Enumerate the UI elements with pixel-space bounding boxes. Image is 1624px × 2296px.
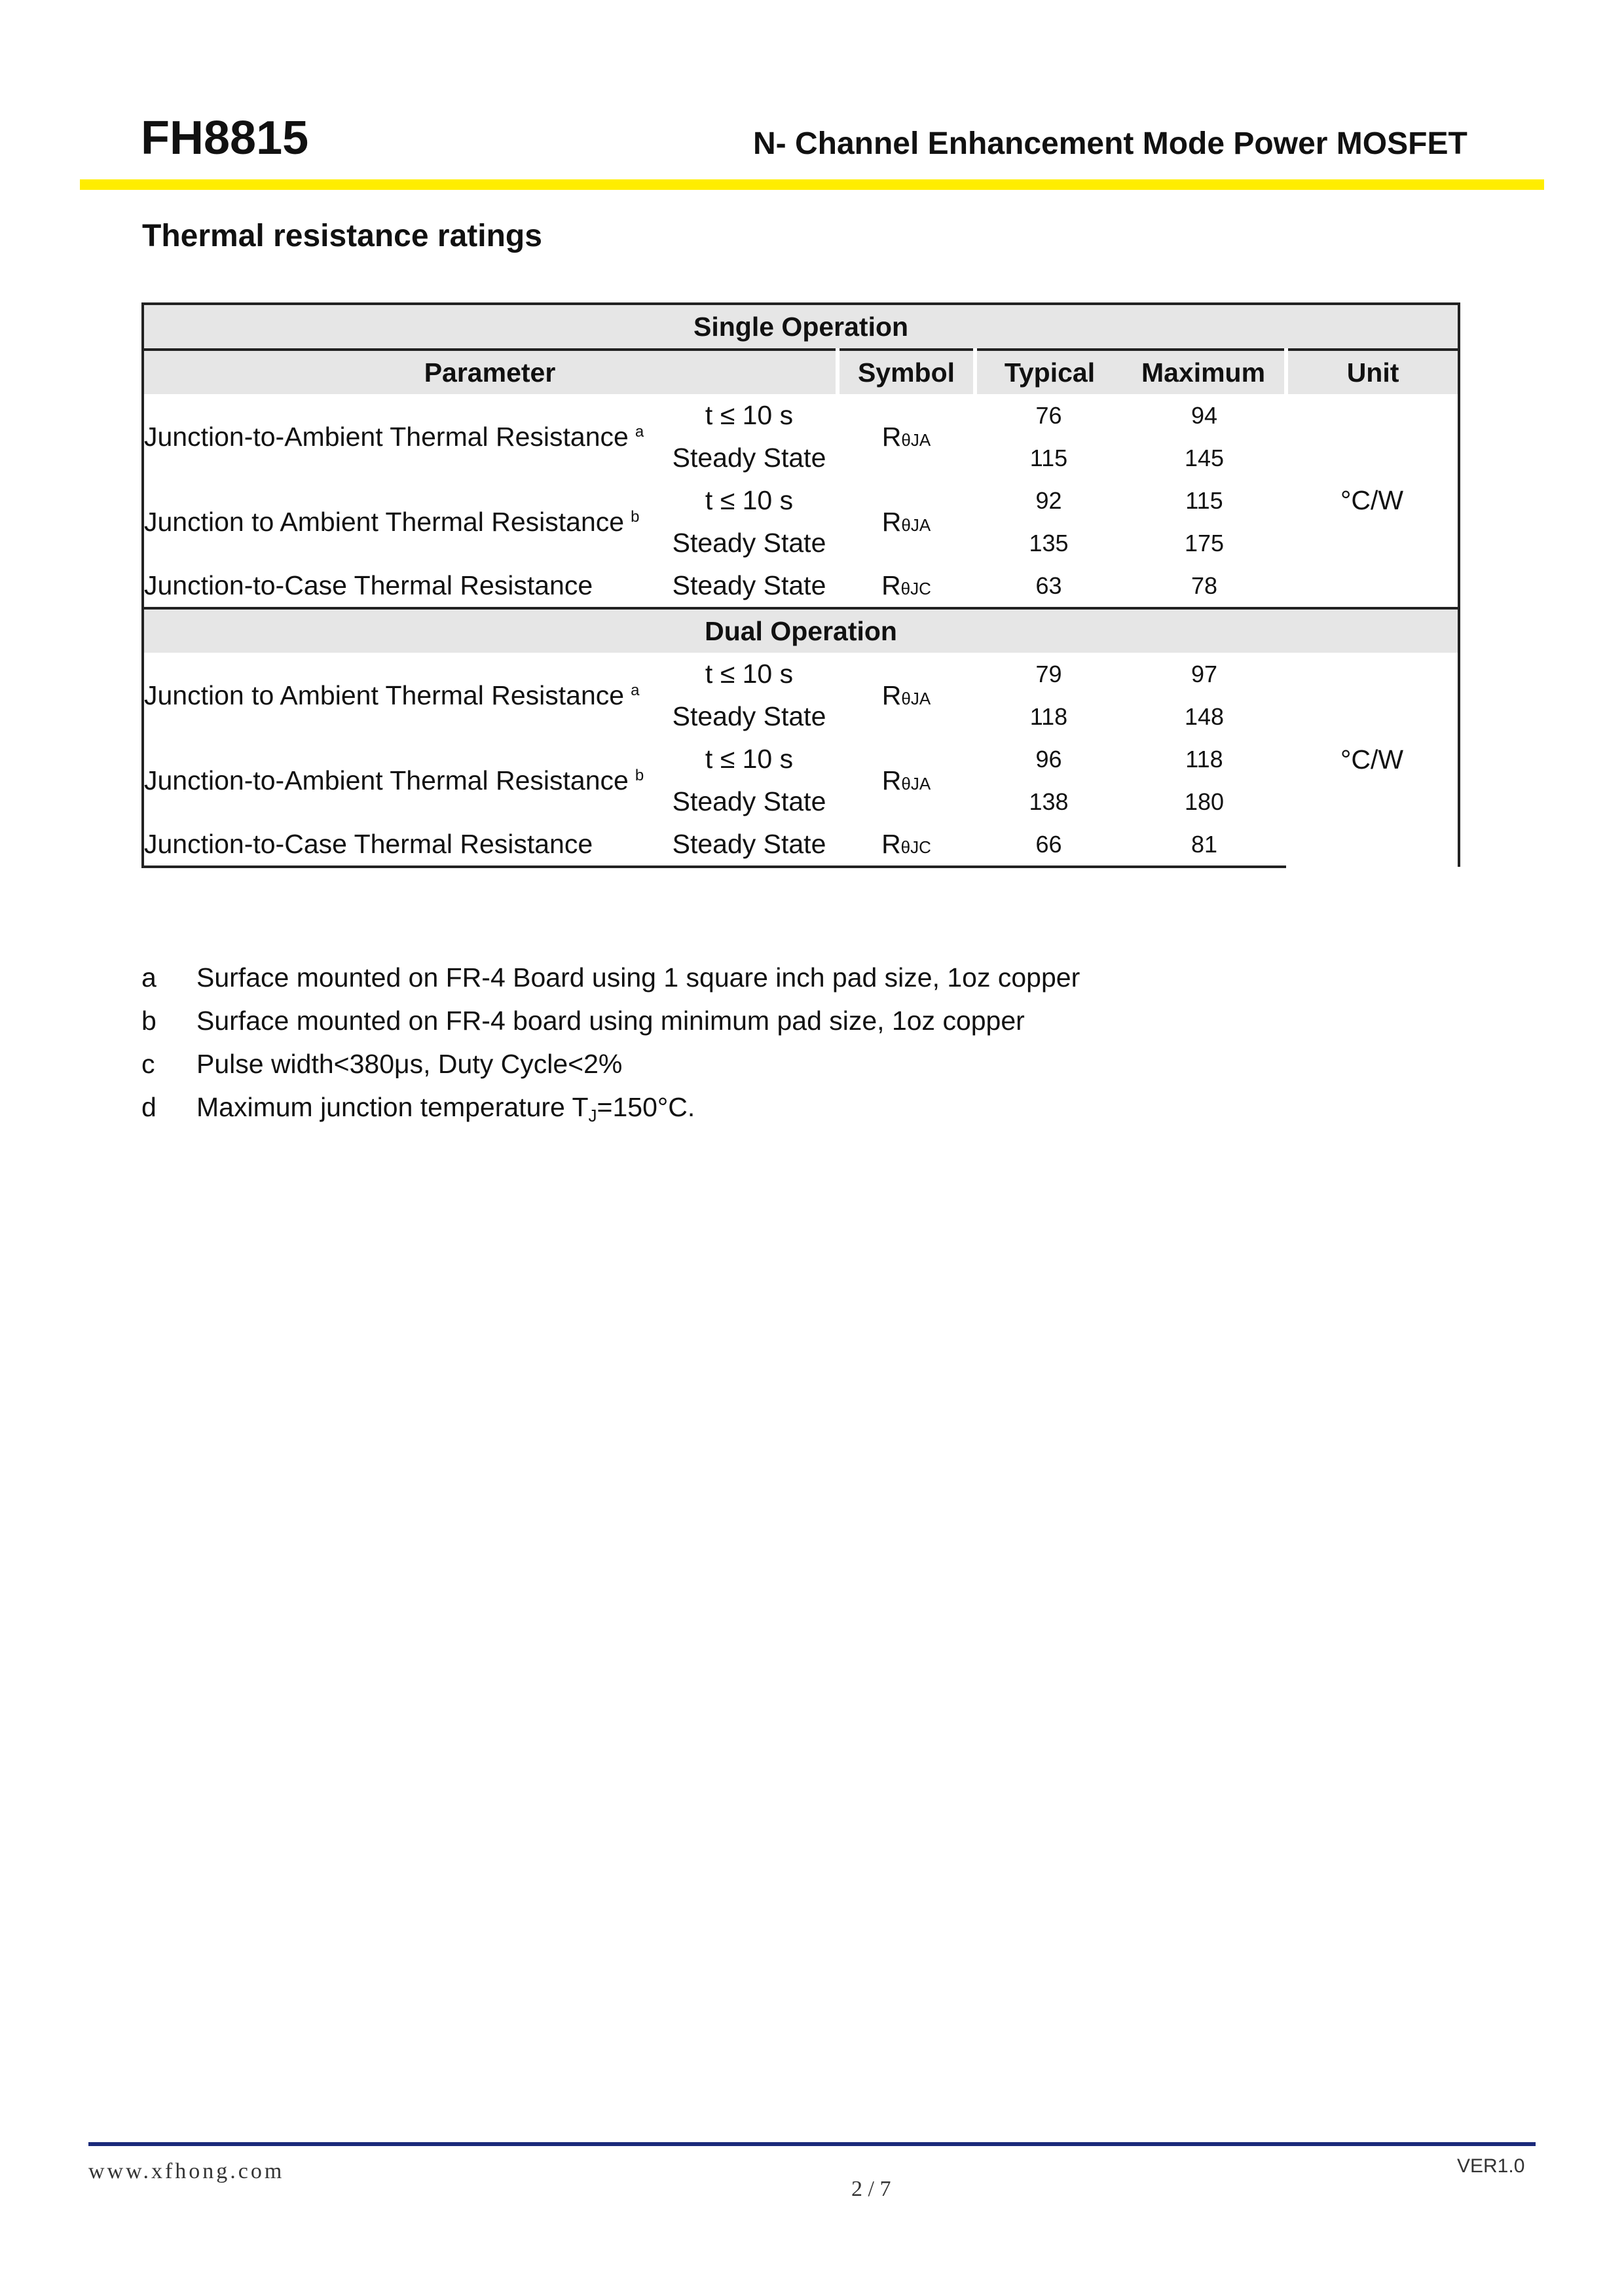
parameter-cell xyxy=(143,479,661,564)
footnote-ref: a xyxy=(631,681,640,699)
condition-cell: Steady State xyxy=(672,786,826,816)
single-operation-band: Single Operation xyxy=(143,304,1459,350)
symbol-cell xyxy=(838,479,975,564)
footer-rule xyxy=(88,2142,1536,2146)
unit-cell: °C/W xyxy=(1286,653,1459,867)
parameter-cell xyxy=(143,823,661,867)
dual-operation-rows xyxy=(143,653,1459,867)
footnote-text xyxy=(196,1006,1025,1036)
condition-cell: t ≤ 10 s xyxy=(705,400,794,430)
footnote-ref: a xyxy=(635,422,644,441)
typical-value: 79 xyxy=(1035,660,1062,687)
header-rule xyxy=(80,179,1544,190)
condition-cell: t ≤ 10 s xyxy=(705,485,794,515)
footnote-text-after: =150°C. xyxy=(597,1092,695,1122)
col-header-maximum: Maximum xyxy=(1122,350,1286,394)
parameter-cell xyxy=(143,564,661,608)
thermal-resistance-table xyxy=(141,302,1458,881)
footnote-text-main: Maximum junction temperature T xyxy=(196,1092,589,1122)
symbol-subscript: θJA xyxy=(901,515,931,535)
typical-value: 118 xyxy=(1029,702,1068,730)
maximum-value: 78 xyxy=(1190,572,1218,599)
condition-cell: Steady State xyxy=(672,570,826,600)
symbol-cell xyxy=(838,738,975,823)
col-header-unit: Unit xyxy=(1286,350,1459,394)
table-row xyxy=(143,564,1459,608)
maximum-value: 118 xyxy=(1185,745,1223,773)
footnote-key: b xyxy=(141,1006,157,1036)
symbol-letter: R xyxy=(881,765,902,795)
footnote-text xyxy=(196,1049,622,1080)
parameter-cell xyxy=(143,394,661,479)
symbol-subscript: θJA xyxy=(901,688,931,708)
footnote-key: a xyxy=(141,962,157,993)
table-row xyxy=(143,394,1459,437)
maximum-value: 115 xyxy=(1185,486,1223,514)
footnote-ref: b xyxy=(631,507,640,526)
symbol-letter: R xyxy=(881,570,901,600)
typical-value: 92 xyxy=(1035,486,1062,514)
section-title: Thermal resistance ratings xyxy=(142,219,542,253)
document-title: N- Channel Enhancement Mode Power MOSFET xyxy=(753,126,1467,161)
typical-value: 66 xyxy=(975,823,1122,867)
parameter-cell xyxy=(143,738,661,823)
maximum-value: 180 xyxy=(1184,788,1225,815)
symbol-letter: R xyxy=(881,829,901,859)
condition-cell: Steady State xyxy=(661,823,838,867)
symbol-subscript: θJA xyxy=(901,773,931,793)
symbol-subscript: θJA xyxy=(901,429,931,450)
footnote-ref: b xyxy=(635,766,644,784)
maximum-value: 148 xyxy=(1184,702,1225,730)
parameter-name: Junction to Ambient Thermal Resistance xyxy=(144,506,625,537)
symbol-subscript: θJC xyxy=(900,837,931,857)
footnote-text-main: Pulse width<380μs, Duty Cycle<2% xyxy=(196,1049,623,1079)
maximum-value: 175 xyxy=(1184,529,1225,556)
footnote-text xyxy=(196,1092,695,1126)
col-header-typical: Typical xyxy=(975,350,1122,394)
typical-value: 63 xyxy=(1035,572,1062,599)
condition-cell: Steady State xyxy=(672,443,826,473)
typical-value: 135 xyxy=(1029,529,1069,556)
symbol-cell xyxy=(838,564,975,608)
parameter-name: Junction-to-Case Thermal Resistance xyxy=(144,829,593,859)
maximum-value: 145 xyxy=(1184,444,1225,471)
dual-operation-band: Dual Operation xyxy=(143,608,1459,653)
parameter-name: Junction-to-Ambient Thermal Resistance xyxy=(144,765,629,795)
condition-cell: t ≤ 10 s xyxy=(705,744,794,774)
version-label: VER1.0 xyxy=(1457,2155,1525,2177)
condition-cell: Steady State xyxy=(672,528,826,558)
symbol-letter: R xyxy=(881,506,902,537)
symbol-cell xyxy=(838,394,975,479)
table-row xyxy=(143,738,1459,780)
parameter-name: Junction-to-Case Thermal Resistance xyxy=(144,570,593,600)
symbol-cell xyxy=(838,823,975,867)
symbol-cell xyxy=(838,653,975,738)
single-operation-rows xyxy=(143,394,1459,608)
maximum-value: 97 xyxy=(1190,660,1218,687)
col-header-parameter: Parameter xyxy=(143,350,838,394)
typical-value: 96 xyxy=(1035,745,1062,773)
typical-value: 138 xyxy=(1029,788,1069,815)
table-row xyxy=(143,479,1459,522)
footnote-subscript: J xyxy=(588,1106,597,1125)
footnote-text-main: Surface mounted on FR-4 board using minimum pad size, 1oz copper xyxy=(196,1006,1025,1036)
col-header-symbol: Symbol xyxy=(838,350,975,394)
table-row xyxy=(143,653,1459,695)
footnote-key: c xyxy=(141,1049,155,1079)
symbol-subscript: θJC xyxy=(900,579,931,598)
page-number: 2 / 7 xyxy=(851,2177,891,2201)
parameter-name: Junction to Ambient Thermal Resistance xyxy=(144,680,625,710)
footer-website: www.xfhong.com xyxy=(88,2159,285,2183)
symbol-letter: R xyxy=(881,680,902,710)
condition-cell: Steady State xyxy=(672,701,826,731)
footnote-text xyxy=(196,962,1080,993)
footnote-key: d xyxy=(141,1092,157,1122)
part-number: FH8815 xyxy=(141,112,309,164)
typical-value: 76 xyxy=(1035,401,1062,429)
footnote-text-main: Surface mounted on FR-4 Board using 1 square inch pad size, 1oz copper xyxy=(196,962,1080,993)
parameter-cell xyxy=(143,653,661,738)
symbol-letter: R xyxy=(881,421,902,452)
condition-cell: t ≤ 10 s xyxy=(705,659,794,689)
maximum-value: 94 xyxy=(1190,401,1218,429)
parameter-name: Junction-to-Ambient Thermal Resistance xyxy=(144,421,629,452)
unit-cell: °C/W xyxy=(1286,394,1459,608)
maximum-value: 81 xyxy=(1122,823,1286,867)
typical-value: 115 xyxy=(1029,444,1068,471)
table-row xyxy=(143,823,1459,867)
